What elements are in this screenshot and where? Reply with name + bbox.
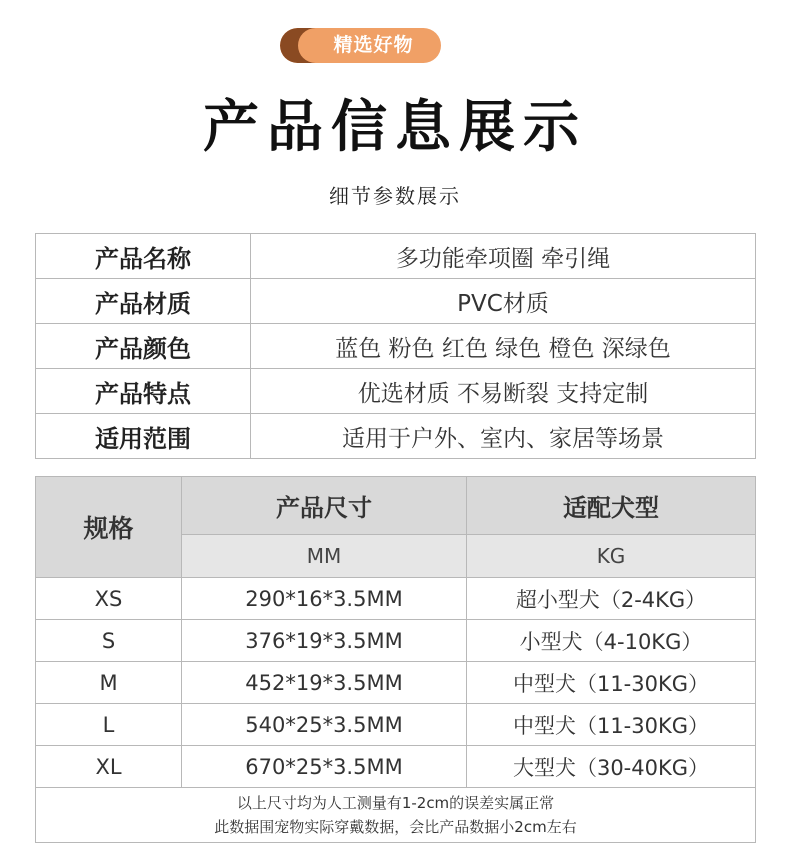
- dog-type-header: 适配犬型: [467, 477, 756, 535]
- info-row-feature: [36, 369, 756, 414]
- product-info-table: [35, 233, 756, 459]
- spec-cell: XS: [36, 578, 182, 620]
- measurement-note: [36, 788, 756, 843]
- size-cell: 290*16*3.5MM: [182, 578, 467, 620]
- table-row: [36, 578, 756, 620]
- note-line: 以上尺寸均为人工测量有1-2cm的误差实属正常: [236, 794, 555, 812]
- dog-cell: 中型犬（11-30KG）: [467, 662, 756, 704]
- size-header-row: [36, 477, 756, 535]
- info-label: 产品材质: [36, 279, 251, 324]
- size-cell: 540*25*3.5MM: [182, 704, 467, 746]
- spec-header: 规格: [36, 477, 182, 578]
- info-label: 适用范围: [36, 414, 251, 459]
- info-label: 产品名称: [36, 234, 251, 279]
- note-line: 此数据围宠物实际穿戴数据，会比产品数据小2cm左右: [214, 818, 577, 836]
- info-value: 多功能牵项圈 牵引绳: [251, 234, 756, 279]
- table-row: [36, 620, 756, 662]
- dog-cell: 超小型犬（2-4KG）: [467, 578, 756, 620]
- spec-cell: M: [36, 662, 182, 704]
- info-row-name: [36, 234, 756, 279]
- dog-cell: 小型犬（4-10KG）: [467, 620, 756, 662]
- info-value: PVC材质: [251, 279, 756, 324]
- table-row: [36, 746, 756, 788]
- featured-badge: [280, 28, 441, 63]
- size-header: 产品尺寸: [182, 477, 467, 535]
- spec-cell: XL: [36, 746, 182, 788]
- spec-cell: L: [36, 704, 182, 746]
- badge-label: 精选好物: [333, 34, 414, 56]
- info-row-color: [36, 324, 756, 369]
- info-label: 产品颜色: [36, 324, 251, 369]
- page-title: 产品信息展示: [203, 95, 587, 160]
- info-label: 产品特点: [36, 369, 251, 414]
- info-value: 优选材质 不易断裂 支持定制: [251, 369, 756, 414]
- note-row: [36, 788, 756, 843]
- page-subtitle: 细节参数展示: [329, 184, 461, 208]
- dog-cell: 中型犬（11-30KG）: [467, 704, 756, 746]
- size-cell: 376*19*3.5MM: [182, 620, 467, 662]
- spec-cell: S: [36, 620, 182, 662]
- dog-unit: KG: [467, 535, 756, 578]
- info-row-scope: [36, 414, 756, 459]
- size-unit: MM: [182, 535, 467, 578]
- table-row: [36, 704, 756, 746]
- info-value: 蓝色 粉色 红色 绿色 橙色 深绿色: [251, 324, 756, 369]
- table-row: [36, 662, 756, 704]
- dog-cell: 大型犬（30-40KG）: [467, 746, 756, 788]
- size-spec-table: [35, 476, 756, 843]
- size-cell: 452*19*3.5MM: [182, 662, 467, 704]
- size-cell: 670*25*3.5MM: [182, 746, 467, 788]
- info-row-material: [36, 279, 756, 324]
- info-value: 适用于户外、室内、家居等场景: [251, 414, 756, 459]
